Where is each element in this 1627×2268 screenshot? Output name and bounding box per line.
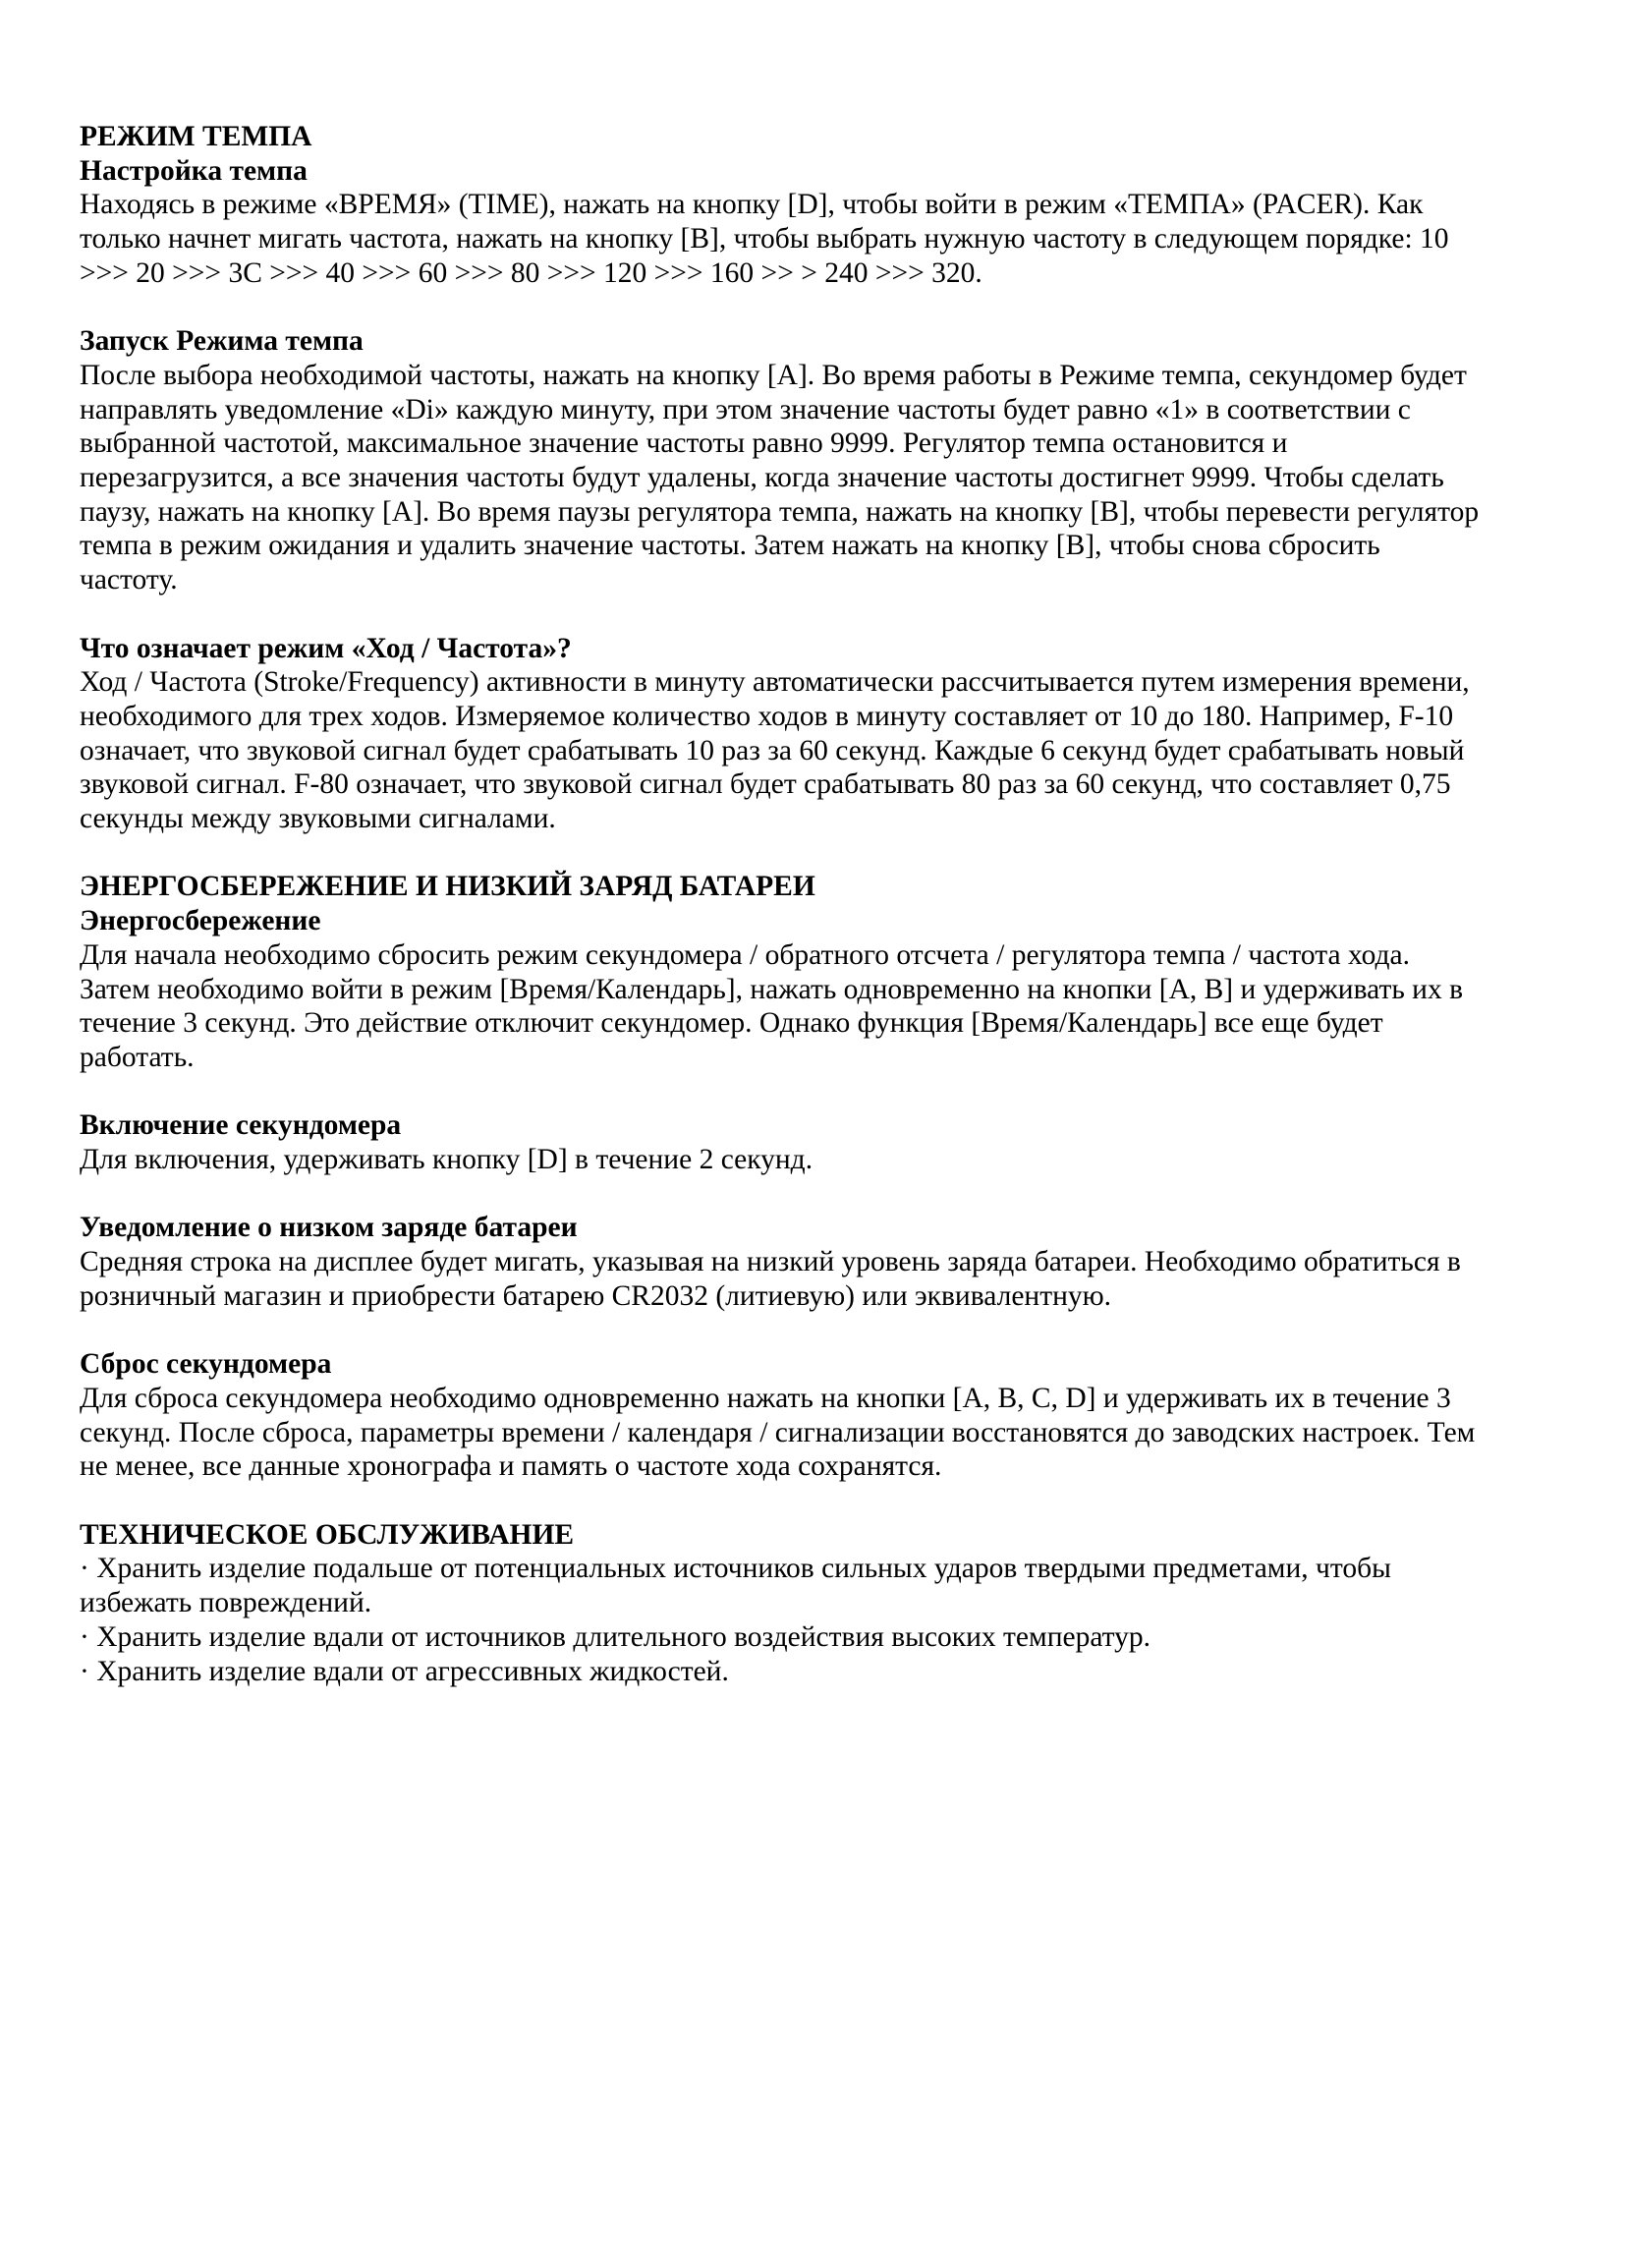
paragraph-line: только начнет мигать частота, нажать на кнопку [B], чтобы выбрать нужную частоту в следующем порядке: 10 [80, 223, 1449, 255]
section-title: ЭНЕРГОСБЕРЕЖЕНИЕ И НИЗКИЙ ЗАРЯД БАТАРЕИ [80, 871, 815, 903]
paragraph [80, 188, 1568, 290]
paragraph-line: паузу, нажать на кнопку [A]. Во время паузы регулятора темпа, нажать на кнопку [B], чтобы перевести регулятор [80, 495, 1480, 528]
paragraph-line: секунд. После сброса, параметры времени / календаря / сигнализации восстановятся до заводских настроек. Тем [80, 1416, 1476, 1448]
paragraph-line: перезагрузится, а все значения частоты будут удалены, когда значение частоты достигнет 9999. Чтобы сделать [80, 462, 1444, 494]
paragraph-line: >>> 20 >>> 3C >>> 40 >>> 60 >>> 80 >>> 120 >>> 160 >> > 240 >>> 320. [80, 256, 982, 289]
paragraph [80, 1552, 1568, 1688]
section-subtitle: Что означает режим «Ход / Частота»? [80, 632, 572, 664]
paragraph-line: Средняя строка на дисплее будет мигать, указывая на низкий уровень заряда батареи. Необходимо обратиться в [80, 1246, 1461, 1278]
paragraph [80, 359, 1568, 597]
paragraph-line: Ход / Частота (Stroke/Frequency) активности в минуту автоматически рассчитывается путем измерения времени, [80, 666, 1470, 699]
paragraph-line: направлять уведомление «Di» каждую минуту, при этом значение частоты будет равно «1» в соответствии с [80, 393, 1411, 425]
paragraph-line: работать. [80, 1041, 195, 1073]
section-subtitle: Настройка темпа [80, 154, 308, 187]
section-subtitle: Запуск Режима темпа [80, 325, 364, 358]
paragraph [80, 1143, 1568, 1177]
section-title: РЕЖИМ ТЕМПА [80, 121, 312, 152]
paragraph-line: Находясь в режиме «ВРЕМЯ» (TIME), нажать на кнопку [D], чтобы войти в режим «ТЕМПА» (PACER). Как [80, 189, 1424, 221]
paragraph [80, 1245, 1568, 1313]
paragraph [80, 938, 1568, 1075]
paragraph-line: Для начала необходимо сбросить режим секундомера / обратного отсчета / регулятора темпа / частота хода. [80, 938, 1410, 971]
paragraph-line: избежать повреждений. [80, 1587, 372, 1619]
paragraph-line: Для сброса секундомера необходимо одновременно нажать на кнопки [A, B, C, D] и удерживать их в течение 3 [80, 1382, 1451, 1414]
section-subtitle: Сброс секундомера [80, 1348, 332, 1381]
paragraph-line: означает, что звуковой сигнал будет срабатывать 10 раз за 60 секунд. Каждые 6 секунд будет срабатывать новый [80, 734, 1465, 766]
paragraph-line: течение 3 секунд. Это действие отключит секундомер. Однако функция [Время/Календарь] все еще будет [80, 1007, 1383, 1040]
paragraph [80, 1382, 1568, 1484]
document-page [80, 120, 1568, 1688]
paragraph-line: темпа в режим ожидания и удалить значение частоты. Затем нажать на кнопку [B], чтобы снова сбросить [80, 530, 1380, 562]
paragraph-line: выбранной частотой, максимальное значение частоты равно 9999. Регулятор темпа остановится и [80, 427, 1288, 460]
paragraph [80, 665, 1568, 836]
paragraph-line: необходимого для трех ходов. Измеряемое количество ходов в минуту составляет от 10 до 180. Например, F-10 [80, 700, 1454, 732]
paragraph-line: частоту. [80, 564, 178, 596]
paragraph-line: · Хранить изделие подальше от потенциальных источников сильных ударов твердыми предметами, чтобы [80, 1553, 1391, 1585]
paragraph-line: не менее, все данные хронографа и память о частоте хода сохранятся. [80, 1450, 942, 1483]
paragraph-line: Для включения, удерживать кнопку [D] в течение 2 секунд. [80, 1144, 814, 1176]
section-subtitle: Включение секундомера [80, 1109, 402, 1142]
paragraph-line: розничный магазин и приобрести батарею CR2032 (литиевую) или эквивалентную. [80, 1279, 1112, 1312]
section-subtitle: Уведомление о низком заряде батареи [80, 1212, 578, 1244]
section-title: ТЕХНИЧЕСКОЕ ОБСЛУЖИВАНИЕ [80, 1518, 575, 1551]
paragraph-line: После выбора необходимой частоты, нажать на кнопку [A]. Во время работы в Режиме темпа, секундомер будет [80, 359, 1467, 391]
paragraph-line: · Хранить изделие вдали от агрессивных жидкостей. [80, 1655, 729, 1687]
paragraph-line: Затем необходимо войти в режим [Время/Календарь], нажать одновременно на кнопки [A, B] и удерживать их в [80, 973, 1464, 1005]
paragraph-line: · Хранить изделие вдали от источников длительного воздействия высоких температур. [80, 1620, 1151, 1653]
paragraph-line: секунды между звуковыми сигналами. [80, 803, 556, 835]
section-subtitle: Энергосбережение [80, 905, 321, 937]
paragraph-line: звуковой сигнал. F-80 означает, что звуковой сигнал будет срабатывать 80 раз за 60 секунд, что составляет 0,75 [80, 768, 1451, 801]
